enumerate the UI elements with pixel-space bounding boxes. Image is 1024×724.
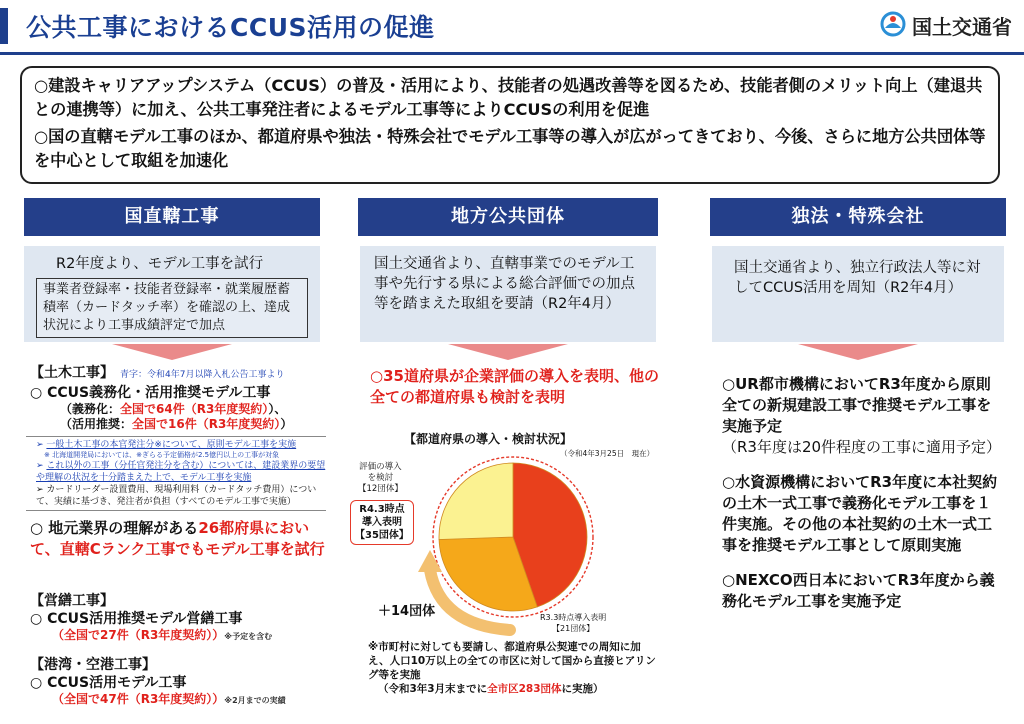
port-title: 【港湾・空港工事】 (30, 657, 156, 673)
port-value-row: （全国で47件（R3年度契約））※2月までの実績 (52, 692, 286, 706)
agency-item-water: ○水資源機構においてR3年度に本社契約の土木一式工事で義務化モデル工事を１件実施。その他の本社契約の土木一式工事を推奨モデル工事として原則実施 (722, 473, 998, 554)
chart-label-consider: 評価の導入 を検討 【12団体】 (358, 462, 403, 494)
civil-item: ○ CCUS義務化・活用推奨モデル工事 (30, 385, 271, 401)
col-header-local: 地方公共団体 (358, 198, 658, 236)
civil-title: 【土木工事】 (30, 365, 114, 381)
building-item: ○ CCUS活用推奨モデル営繕工事 (30, 611, 243, 627)
local-footnote (368, 640, 662, 696)
civil-bullet-3: ➢ カードリーダー設置費用、現場利用料（カードタッチ費用）について、実績に基づき、発注者が負担（すべてのモデル工事で実施） (36, 485, 317, 507)
civil-note: 青字：令和4年7月以降入札公告工事より (120, 370, 285, 380)
local-trial-b: 26都府県において、直轄Cランク工事でもモデル工事を試行 (30, 519, 325, 558)
national-desc (24, 246, 320, 342)
agencies-arrow (798, 344, 918, 360)
chart-title: 【都道府県の導入・検討状況】 (404, 432, 573, 446)
agency-item-ur-note: （R3年度は20件程度の工事に適用予定） (722, 438, 1002, 456)
civil-section (30, 364, 330, 432)
civil-bullet-2: ➢ これ以外の工事（分任官発注分を含む）については、建設業界の要望や理解の状況を十分踏まえた上で、モデル工事を実施 (36, 461, 326, 483)
local-footnote-2: （令和3年3月末までに全市区283団体に実施） (378, 683, 604, 695)
chart-plus: ＋14団体 (378, 604, 436, 619)
agencies-items (722, 374, 1002, 612)
building-value-row: （全国で27件（R3年度契約））※予定を含む (52, 628, 273, 642)
local-arrow (448, 344, 568, 360)
civil-bullets (26, 436, 326, 511)
ministry-logo (880, 10, 1012, 40)
summary-box (20, 66, 1000, 184)
col-header-national: 国直轄工事 (24, 198, 320, 236)
port-section (30, 656, 330, 708)
page-title: 公共工事におけるCCUS活用の促進 (26, 13, 435, 42)
chart-date: （令和4年3月25日 現在） (560, 449, 655, 458)
national-desc-lead: R2年度より、モデル工事を試行 (56, 256, 264, 272)
agencies-desc: 国土交通省より、独立行政法人等に対してCCUS活用を周知（R2年4月） (712, 246, 1004, 342)
local-highlight: ○35道府県が企業評価の導入を表明、他の全ての都道府県も検討を表明 (370, 367, 659, 406)
summary-point-2: ○国の直轄モデル工事のほか、都道府県や独法・特殊会社でモデル工事等の導入が広がってきており、今後、さらに地方公共団体等を中心として取組を加速化 (34, 127, 986, 170)
chart-label-r3: R3.3時点導入表明 【21団体】 (540, 613, 607, 633)
civil-bullet-1-note: ※ 北海道開発局においては、※ぎらる予定価格が2.5億円以上の工事が対象 (44, 451, 280, 459)
growth-arrow-head (418, 550, 442, 572)
agency-item-nexco: ○NEXCO西日本においてR3年度から義務化モデル工事を実施予定 (722, 571, 995, 610)
port-item: ○ CCUS活用モデル工事 (30, 675, 187, 691)
col-header-agencies: 独法・特殊会社 (710, 198, 1006, 236)
civil-recommend: （活用推奨：全国で16件（R3年度契約）） (60, 417, 293, 431)
title-accent (0, 8, 8, 44)
agency-item-ur: ○UR都市機構においてR3年度から原則全ての新規建設工事で推奨モデル工事を実施予定 (722, 375, 992, 435)
civil-bullet-1: ➢ 一般土木工事の本官発注分※について、原則モデル工事を実施 (36, 440, 297, 450)
civil-mandatory: （義務化：全国で64件（R3年度契約））、 (60, 402, 287, 416)
local-desc: 国土交通省より、直轄事業でのモデル工事や先行する県による総合評価での加点等を踏まえた取組を要請（R2年4月） (360, 246, 656, 342)
building-title: 【営繕工事】 (30, 593, 114, 609)
national-desc-box: 事業者登録率・技能者登録率・就業履歴蓄積率（カードタッチ率）を確認の上、達成状況により工事成績評定で加点 (36, 278, 308, 338)
local-footnote-1: ※市町村に対しても要請し、都道府県公契連での周知に加え、人口10万以上の全ての市区に対して国から直接ヒアリング等を実施 (368, 641, 656, 681)
local-trial (30, 518, 330, 560)
pie-slice-2 (439, 463, 513, 539)
ministry-name: 国土交通省 (912, 14, 1012, 39)
summary-point-1: ○建設キャリアアップシステム（CCUS）の普及・活用により、技能者の処遇改善等を図るため、技能者側のメリット向上（建退共との連携等）に加え、公共工事発注者によるモデル工事等によりCCUSの利用を促進 (34, 76, 983, 119)
building-section (30, 592, 330, 644)
national-arrow (112, 344, 232, 360)
local-trial-a: ○ 地元業界の理解がある (30, 519, 199, 537)
chart-label-r4: R4.3時点 導入表明 【35団体】 (350, 500, 414, 545)
mlit-logo-icon (880, 10, 906, 40)
title-bar (0, 0, 1024, 55)
